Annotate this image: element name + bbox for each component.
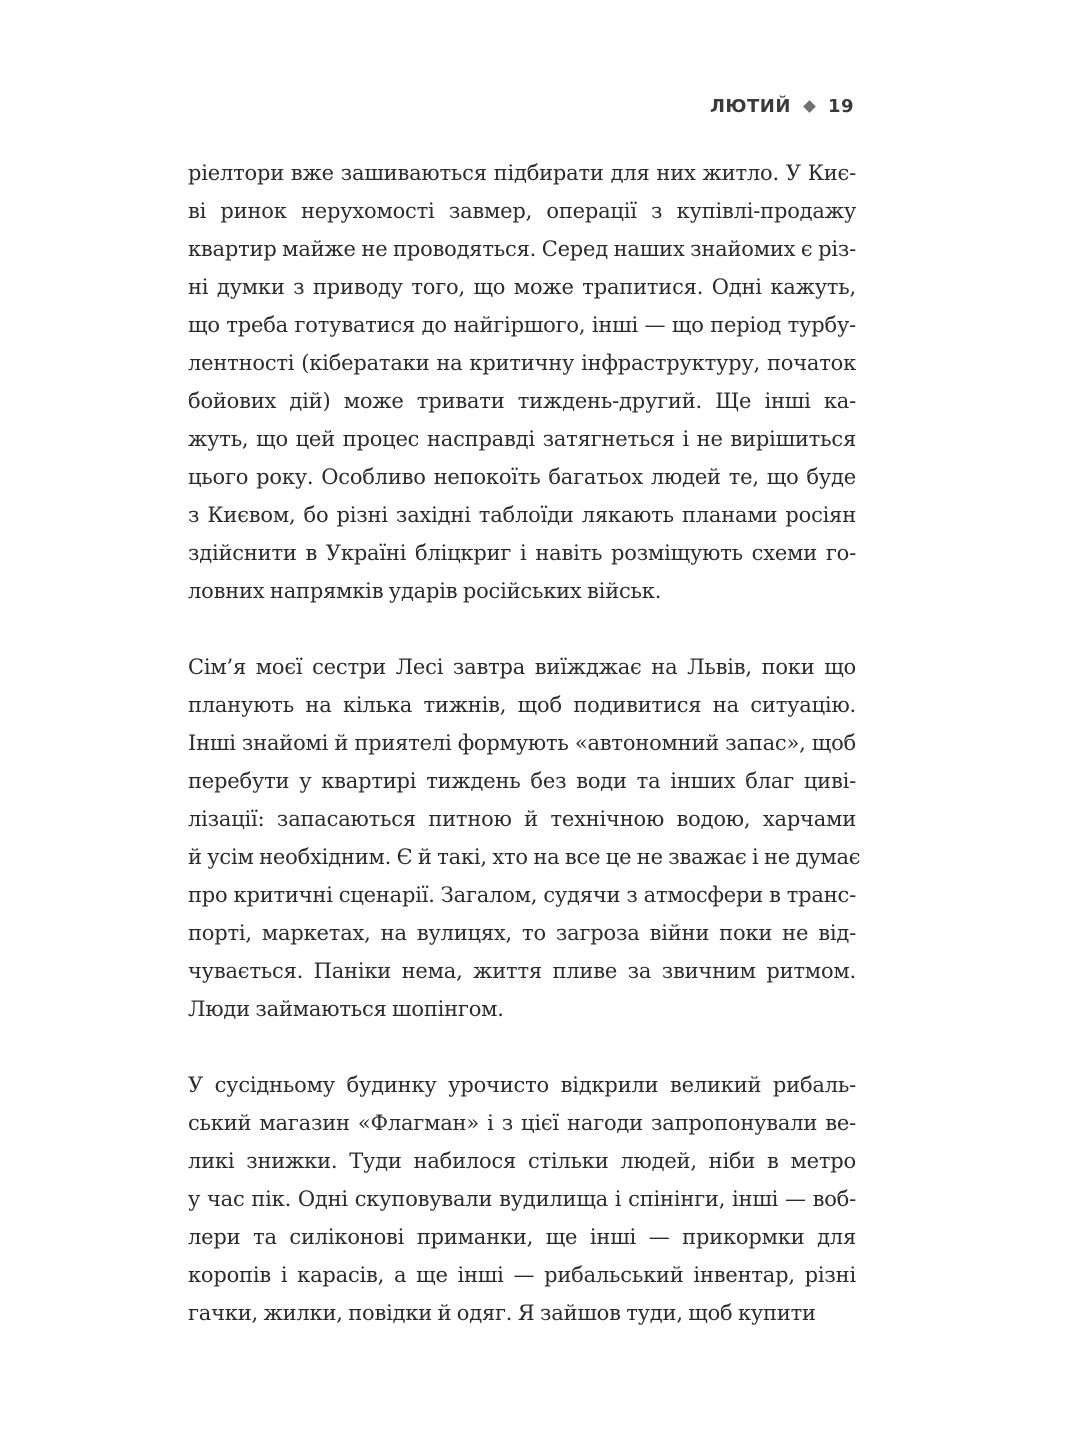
text-line: ріелтори вже зашиваються підбирати для них житло. У Киє- <box>188 161 856 185</box>
text-line: жуть, що цей процес насправді затягнеться і не вирішиться <box>188 427 856 451</box>
body-text <box>188 154 861 1332</box>
page-number: 19 <box>827 96 854 117</box>
text-line: з Києвом, бо різні західні таблоїди лякають планами росіян <box>188 503 856 527</box>
text-line: Сім’я моєї сестри Лесі завтра виїжджає на Львів, поки що <box>188 655 856 679</box>
text-line: у час пік. Одні скуповували вудилища і спінінги, інші — воб- <box>188 1187 856 1211</box>
text-line: здійснити в Україні бліцкриг і навіть розміщують схеми го- <box>188 541 856 565</box>
text-line: порті, маркетах, на вулицях, то загроза війни поки не від- <box>188 921 856 945</box>
running-header <box>710 96 854 117</box>
paragraph <box>188 648 861 1028</box>
paragraph <box>188 1066 856 1332</box>
text-line: коропів і карасів, а ще інші — рибальський інвентар, різні <box>188 1263 856 1287</box>
text-line: ський магазин «Флагман» і з цієї нагоди запропонували ве- <box>188 1111 856 1135</box>
text-line: про критичні сценарії. Загалом, судячи з атмосфери в транс- <box>188 883 856 907</box>
text-line: лери та силіконові приманки, ще інші — прикормки для <box>188 1225 856 1249</box>
text-line: У сусідньому будинку урочисто відкрили великий рибаль- <box>188 1073 856 1097</box>
paragraph-gap <box>188 610 856 648</box>
text-line: лізації: запасаються питною й технічною водою, харчами <box>188 807 856 831</box>
diamond-icon <box>803 100 816 113</box>
paragraph-gap <box>188 1028 856 1066</box>
text-line: гачки, жилки, повідки й одяг. Я зайшов туди, щоб купити <box>188 1301 816 1325</box>
text-line: перебути у квартирі тиждень без води та інших благ циві- <box>188 769 856 793</box>
text-line: планують на кілька тижнів, щоб подивитися на ситуацію. <box>188 693 856 717</box>
text-line: ликі знижки. Туди набилося стільки людей, ніби в метро <box>188 1149 856 1173</box>
text-line: цього року. Особливо непокоїть багатьох людей те, що буде <box>188 465 856 489</box>
text-line: Інші знайомі й приятелі формують «автономний запас», щоб <box>188 731 856 755</box>
text-line: Люди займаються шопінгом. <box>188 997 504 1021</box>
text-line: ловних напрямків ударів російських військ. <box>188 579 662 603</box>
section-title: ЛЮТИЙ <box>709 96 791 117</box>
paragraph <box>188 154 856 610</box>
text-line: що треба готуватися до найгіршого, інші — що період турбу- <box>188 313 856 337</box>
text-line: квартир майже не проводяться. Серед наших знайомих є різ- <box>188 237 856 261</box>
text-line: бойових дій) може тривати тиждень-другий. Ще інші ка- <box>188 389 856 413</box>
text-line: ві ринок нерухомості завмер, операції з купівлі-продажу <box>188 199 856 223</box>
text-line: лентності (кібератаки на критичну інфраструктуру, початок <box>188 351 856 375</box>
text-line: ні думки з приводу того, що може трапитися. Одні кажуть, <box>188 275 856 299</box>
text-line: й усім необхідним. Є й такі, хто на все це не зважає і не думає <box>188 845 861 869</box>
text-line: чувається. Паніки нема, життя пливе за звичним ритмом. <box>188 959 856 983</box>
